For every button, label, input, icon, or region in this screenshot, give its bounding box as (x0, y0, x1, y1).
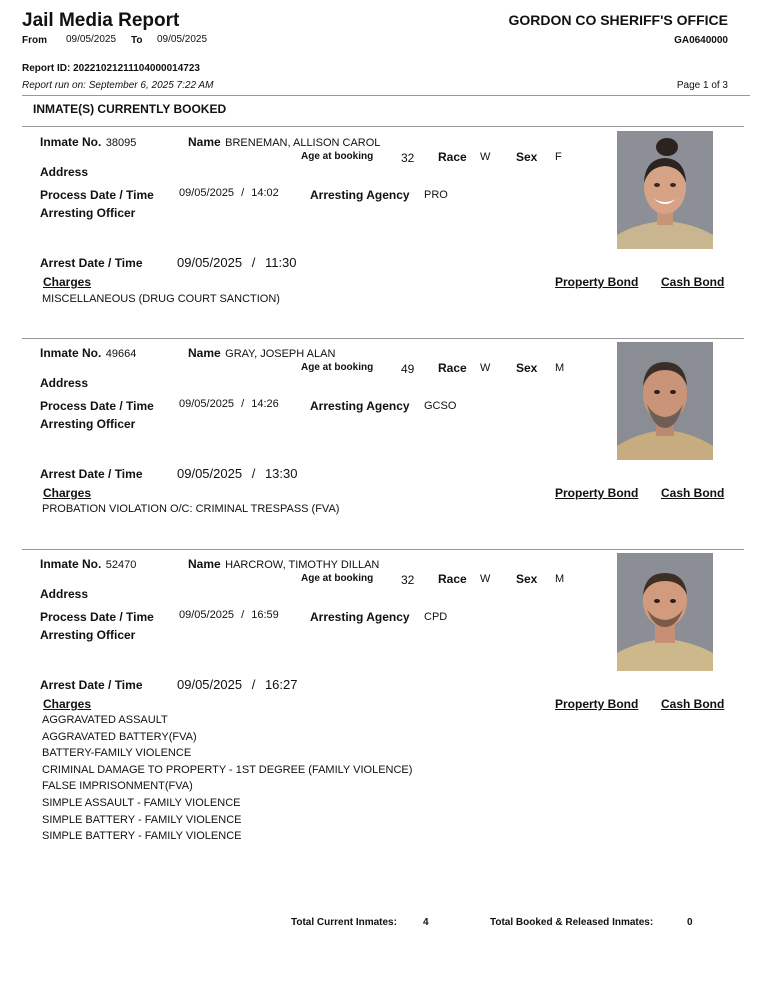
officer-label: Arresting Officer (40, 417, 136, 431)
process-date: 09/05/2025 (179, 609, 235, 621)
inmate-photo (617, 342, 713, 460)
arrest-date: 09/05/2025 (177, 677, 243, 692)
process-label: Process Date / Time (40, 610, 154, 624)
charges-label: Charges (43, 697, 92, 711)
arrest-time: 13:30 (264, 466, 298, 481)
report-run-on (22, 80, 213, 91)
arrest-slash: / (251, 677, 256, 692)
ori-code: GA0640000 (674, 35, 728, 46)
report-id-value: 20221021211104000014723 (73, 63, 200, 74)
charge-item: SIMPLE BATTERY - FAMILY VIOLENCE (42, 830, 242, 842)
process-date: 09/05/2025 (179, 398, 235, 410)
agency-value: GCSO (424, 400, 457, 412)
page-number: Page 1 of 3 (676, 80, 728, 91)
inmate-no-value: 38095 (105, 137, 137, 149)
process-datetime (179, 187, 279, 199)
report-id-label: Report ID: (22, 63, 71, 74)
agency-name: GORDON CO SHERIFF'S OFFICE (508, 12, 728, 28)
inmate-photo (617, 553, 713, 671)
inmate-no-value: 49664 (105, 348, 137, 360)
inmate-no-label: Inmate No. (40, 135, 102, 149)
agency-label: Arresting Agency (310, 399, 410, 413)
inmate-no-field (40, 344, 136, 362)
name-label: Name (188, 557, 221, 571)
to-date: 09/05/2025 (157, 34, 208, 45)
name-field (188, 344, 335, 362)
name-field (188, 133, 380, 151)
arrest-datetime (177, 466, 298, 481)
sex-value: F (555, 151, 562, 163)
name-value: GRAY, JOSEPH ALAN (225, 348, 336, 360)
name-value: BRENEMAN, ALLISON CAROL (225, 137, 381, 149)
officer-label: Arresting Officer (40, 628, 136, 642)
agency-value: PRO (424, 189, 448, 201)
process-label: Process Date / Time (40, 188, 154, 202)
race-label: Race (438, 361, 467, 375)
process-time: 16:59 (251, 609, 279, 621)
charge-item: AGGRAVATED BATTERY(FVA) (42, 731, 197, 743)
process-date: 09/05/2025 (179, 187, 235, 199)
name-value: HARCROW, TIMOTHY DILLAN (225, 559, 380, 571)
cash-bond-label: Cash Bond (661, 486, 725, 500)
from-label: From (22, 35, 47, 46)
age-value: 49 (401, 362, 415, 376)
agency-value: CPD (424, 611, 448, 623)
process-time: 14:02 (251, 187, 279, 199)
section-title: INMATE(S) CURRENTLY BOOKED (33, 102, 227, 116)
inmate-no-value: 52470 (105, 559, 137, 571)
run-on-value: September 6, 2025 7:22 AM (88, 80, 214, 91)
process-datetime (179, 398, 279, 410)
process-label: Process Date / Time (40, 399, 154, 413)
run-on-label: Report run on: (22, 80, 86, 91)
inmate-photo (617, 131, 713, 249)
property-bond-label: Property Bond (555, 697, 639, 711)
section-divider (22, 126, 744, 127)
arrest-date: 09/05/2025 (177, 255, 243, 270)
arrest-label: Arrest Date / Time (40, 678, 143, 692)
name-label: Name (188, 135, 221, 149)
process-time: 14:26 (251, 398, 279, 410)
record-divider-1 (22, 338, 744, 339)
report-id (22, 63, 200, 74)
arrest-time: 16:27 (264, 677, 298, 692)
race-label: Race (438, 572, 467, 586)
sex-value: M (555, 573, 565, 585)
arrest-datetime (177, 677, 298, 692)
total-current-value: 4 (423, 917, 429, 928)
record-divider-2 (22, 549, 744, 550)
process-slash: / (241, 187, 245, 199)
officer-label: Arresting Officer (40, 206, 136, 220)
arrest-slash: / (251, 255, 256, 270)
charge-item: PROBATION VIOLATION O/C: CRIMINAL TRESPASS (FVA) (42, 503, 340, 515)
address-label: Address (40, 587, 89, 601)
charge-item: SIMPLE ASSAULT - FAMILY VIOLENCE (42, 797, 241, 809)
age-label: Age at booking (301, 362, 374, 373)
age-label: Age at booking (301, 151, 374, 162)
charge-item: AGGRAVATED ASSAULT (42, 714, 168, 726)
total-released-value: 0 (687, 917, 693, 928)
charge-item: SIMPLE BATTERY - FAMILY VIOLENCE (42, 814, 242, 826)
property-bond-label: Property Bond (555, 486, 639, 500)
charges-label: Charges (43, 486, 92, 500)
process-datetime (179, 609, 279, 621)
address-label: Address (40, 376, 89, 390)
arrest-datetime (177, 255, 297, 270)
address-label: Address (40, 165, 89, 179)
race-value: W (480, 151, 491, 163)
inmate-no-label: Inmate No. (40, 557, 102, 571)
sex-label: Sex (516, 572, 538, 586)
race-value: W (480, 573, 491, 585)
charge-item: FALSE IMPRISONMENT(FVA) (42, 780, 193, 792)
process-slash: / (241, 398, 245, 410)
arrest-slash: / (251, 466, 256, 481)
property-bond-label: Property Bond (555, 275, 639, 289)
race-value: W (480, 362, 491, 374)
arrest-label: Arrest Date / Time (40, 256, 143, 270)
sex-label: Sex (516, 150, 538, 164)
total-current-label: Total Current Inmates: (291, 917, 397, 928)
arrest-time: 11:30 (264, 255, 297, 270)
race-label: Race (438, 150, 467, 164)
from-date: 09/05/2025 (66, 34, 117, 45)
process-slash: / (241, 609, 245, 621)
age-label: Age at booking (301, 573, 374, 584)
inmate-no-field (40, 133, 136, 151)
age-value: 32 (401, 573, 415, 587)
charge-item: MISCELLANEOUS (DRUG COURT SANCTION) (42, 293, 280, 305)
total-released-label: Total Booked & Released Inmates: (490, 917, 654, 928)
header-divider (22, 95, 750, 96)
agency-label: Arresting Agency (310, 188, 410, 202)
sex-value: M (555, 362, 565, 374)
report-title: Jail Media Report (22, 10, 180, 31)
agency-label: Arresting Agency (310, 610, 410, 624)
charge-item: CRIMINAL DAMAGE TO PROPERTY - 1ST DEGREE (FAMILY VIOLENCE) (42, 764, 413, 776)
charges-label: Charges (43, 275, 92, 289)
arrest-label: Arrest Date / Time (40, 467, 143, 481)
sex-label: Sex (516, 361, 538, 375)
age-value: 32 (401, 151, 415, 165)
arrest-date: 09/05/2025 (177, 466, 243, 481)
inmate-no-label: Inmate No. (40, 346, 102, 360)
cash-bond-label: Cash Bond (661, 697, 725, 711)
name-label: Name (188, 346, 221, 360)
charge-item: BATTERY-FAMILY VIOLENCE (42, 747, 192, 759)
name-field (188, 555, 379, 573)
inmate-no-field (40, 555, 136, 573)
to-label: To (131, 35, 143, 46)
cash-bond-label: Cash Bond (661, 275, 725, 289)
